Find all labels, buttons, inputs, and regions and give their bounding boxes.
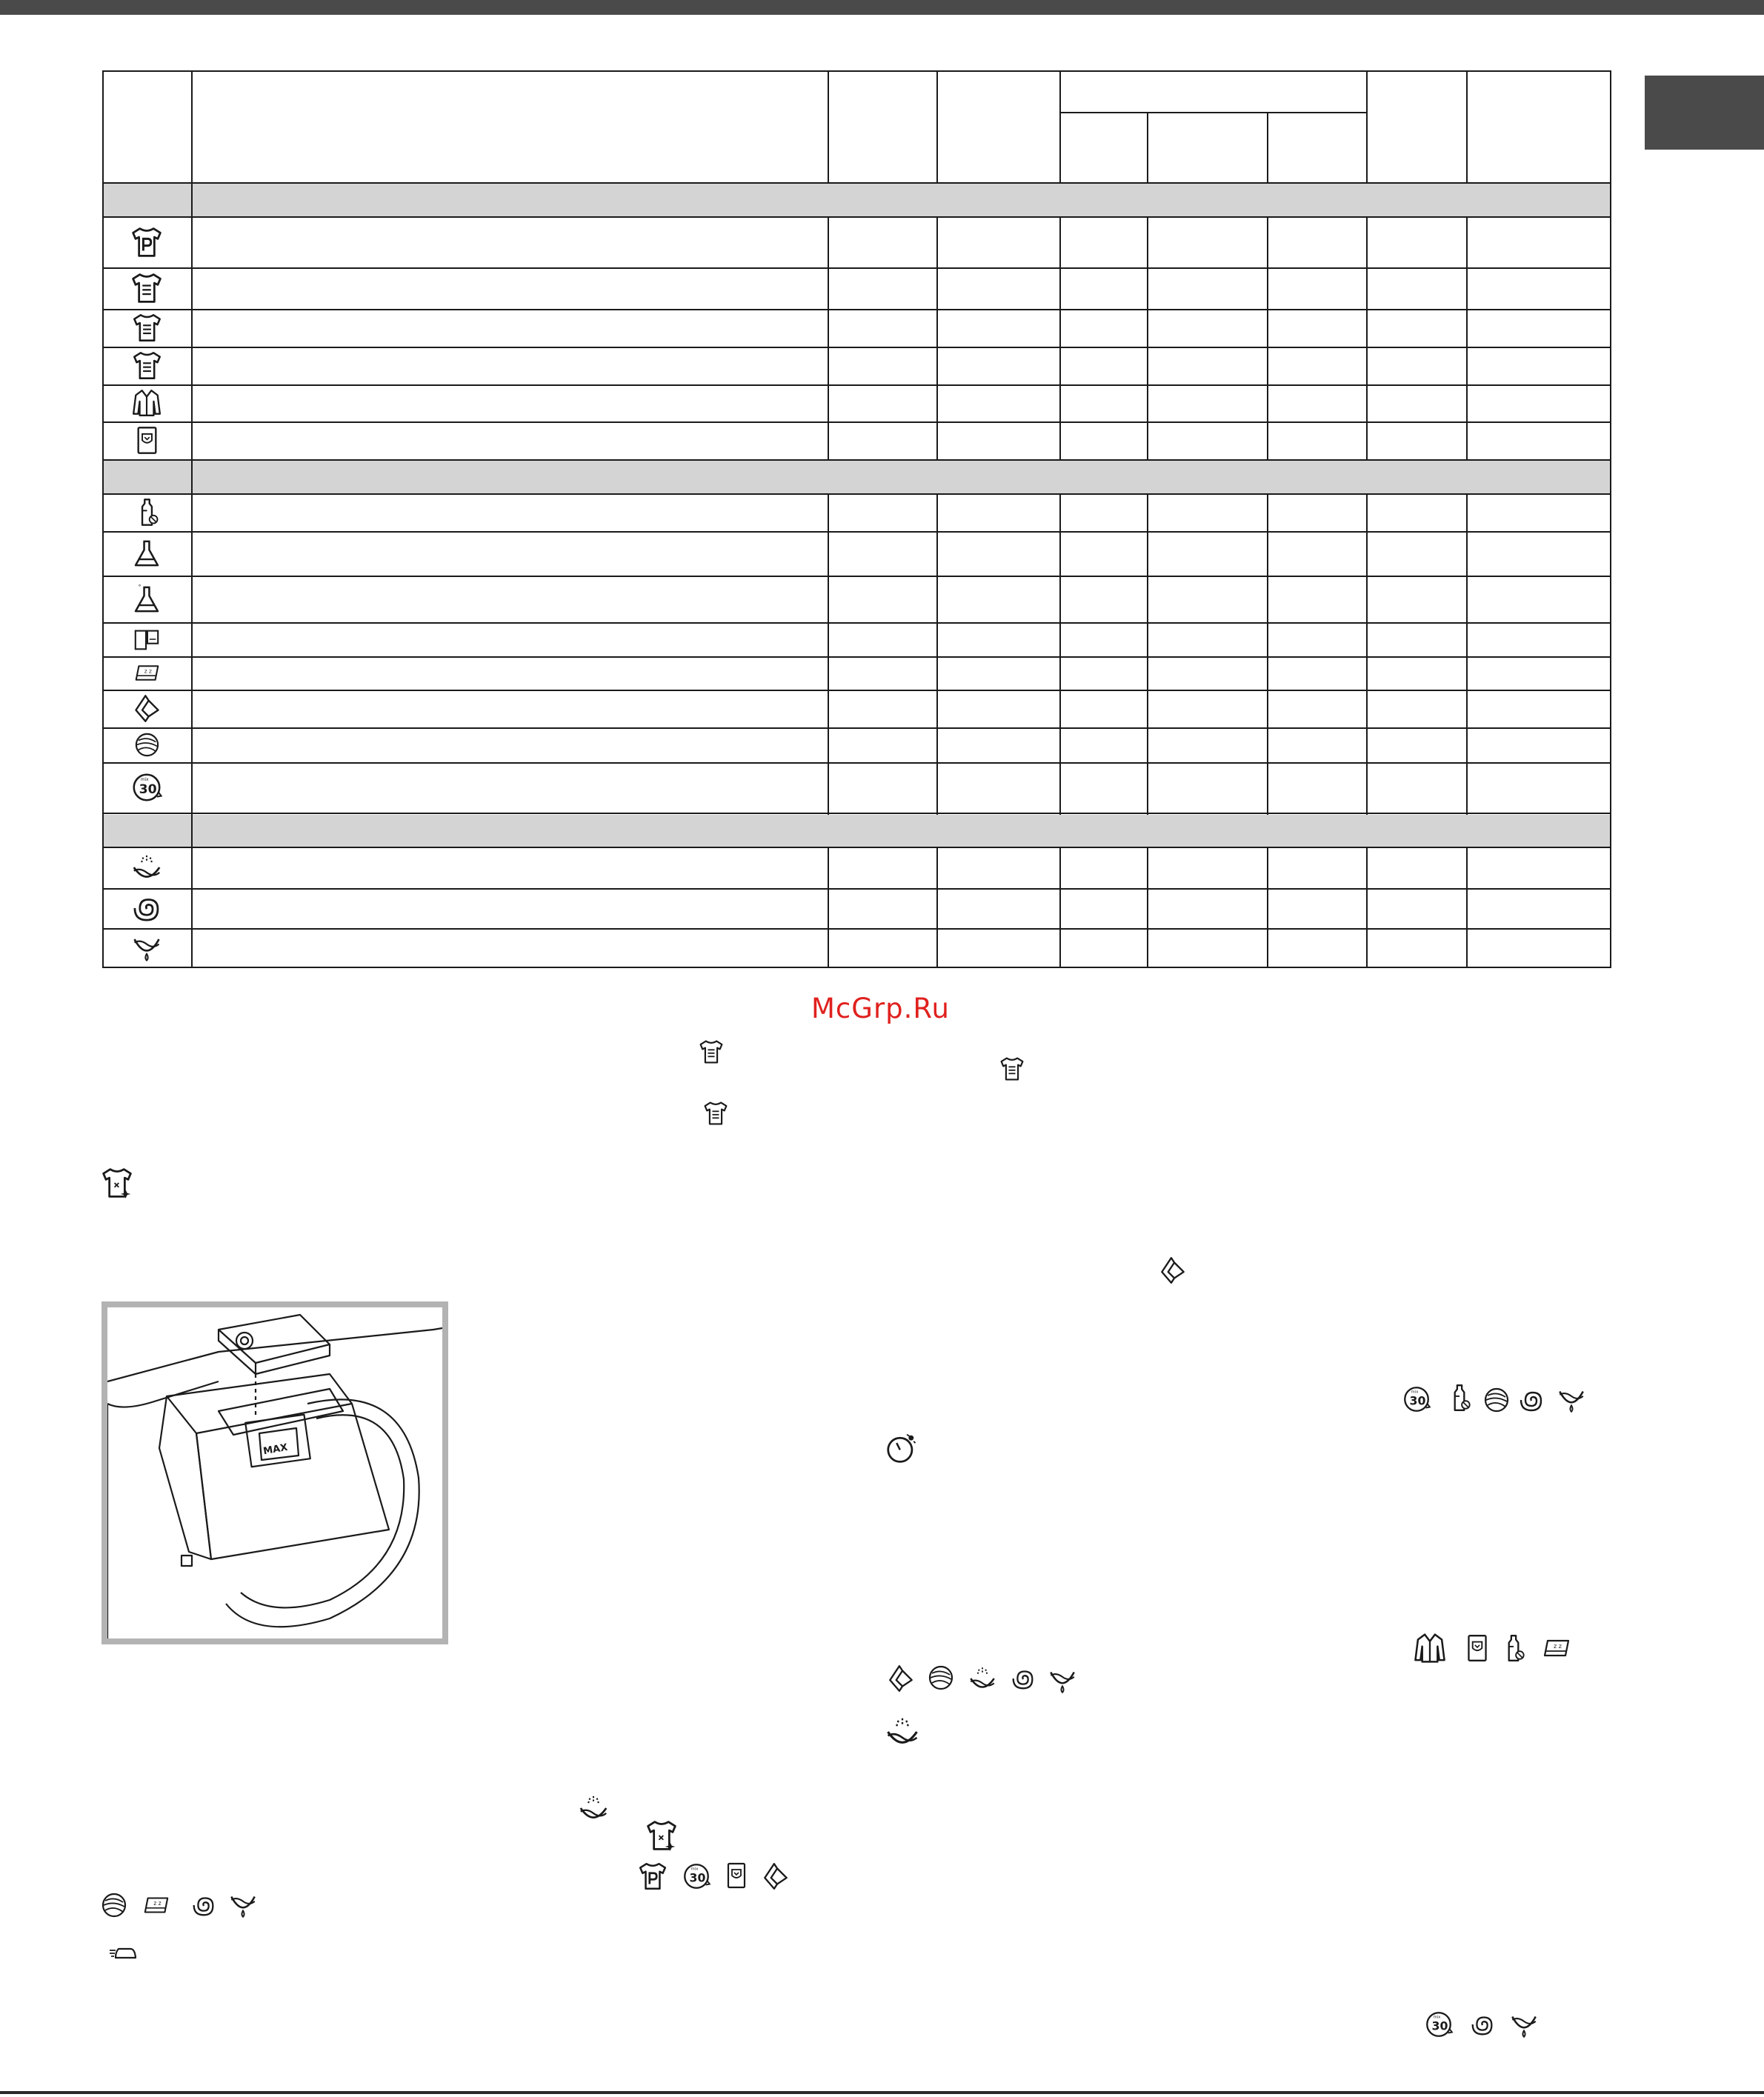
table-line <box>102 727 1611 729</box>
table-vline <box>1147 112 1148 184</box>
drain-icon <box>130 931 163 964</box>
spin-icon <box>190 1891 218 1919</box>
towels-icon <box>133 625 161 653</box>
watermark: McGrp.Ru <box>811 993 950 1024</box>
table-group-band <box>104 461 1610 494</box>
table-vline <box>1059 493 1061 815</box>
shirt-lines-icon <box>999 1056 1025 1082</box>
table-group-band <box>104 815 1610 848</box>
table-line <box>102 576 1611 577</box>
table-vline <box>936 493 938 815</box>
jacket-icon <box>1411 1631 1448 1665</box>
programme-table <box>102 70 1611 968</box>
iron-icon <box>99 1938 147 1968</box>
table-vline <box>1366 216 1368 461</box>
table-line <box>102 531 1611 533</box>
wool-icon <box>133 730 162 759</box>
table-line <box>102 847 1611 848</box>
table-vline <box>1366 70 1368 184</box>
jeans-icon <box>722 1859 751 1892</box>
drain-icon <box>1556 1384 1587 1415</box>
table-line <box>102 656 1611 658</box>
baby-bottle-icon <box>1444 1382 1475 1413</box>
delicates-icon <box>885 1663 916 1694</box>
table-vline <box>828 216 829 461</box>
table-group-band <box>104 184 1610 217</box>
drawer-drawing <box>107 1307 442 1638</box>
table-line <box>102 347 1611 348</box>
spin-icon <box>1009 1664 1037 1693</box>
shirt-p-icon <box>637 1861 668 1892</box>
table-vline <box>828 493 829 815</box>
mix30-icon <box>1423 2009 1454 2040</box>
top-bar <box>0 0 1764 15</box>
table-line <box>1059 112 1366 113</box>
flask-small-icon <box>130 582 164 616</box>
table-vline <box>1059 70 1061 184</box>
rinse-icon <box>130 850 164 884</box>
table-vline <box>1267 112 1268 184</box>
table-vline <box>1059 847 1061 967</box>
table-line <box>102 888 1611 890</box>
wool-icon <box>926 1663 956 1693</box>
table-vline <box>1466 216 1468 461</box>
table-line <box>102 182 1611 184</box>
table-vline <box>1466 493 1468 815</box>
rinse-icon <box>967 1663 998 1694</box>
table-line <box>102 309 1611 310</box>
delicates-icon <box>1157 1255 1188 1286</box>
section-tab <box>1645 76 1764 150</box>
blanket-icon <box>138 1891 175 1919</box>
table-vline <box>1267 847 1268 967</box>
bottom-rule <box>0 2091 1764 2094</box>
wool-icon <box>99 1890 129 1920</box>
shirt-lines-icon <box>702 1100 729 1127</box>
shirt-p-icon <box>130 225 164 259</box>
table-vline <box>828 70 829 184</box>
table-line <box>102 622 1611 624</box>
table-vline <box>1147 847 1148 967</box>
spin-icon <box>1517 1385 1546 1415</box>
spin-icon <box>130 891 164 925</box>
table-vline <box>936 70 938 184</box>
table-vline <box>191 70 193 967</box>
flask-icon <box>130 536 164 570</box>
table-line <box>102 493 1611 495</box>
spin-icon <box>1468 2010 1497 2038</box>
table-vline <box>828 847 829 967</box>
wool-icon <box>1482 1385 1511 1415</box>
max-label: MAX <box>262 1441 289 1458</box>
detergent-drawer-illustration <box>101 1301 448 1644</box>
table-vline <box>1267 493 1268 815</box>
table-vline <box>1147 493 1148 815</box>
table-line <box>102 762 1611 764</box>
table-vline <box>1059 216 1061 461</box>
table-vline <box>1366 847 1368 967</box>
shirt-lines-icon <box>131 312 163 344</box>
table-line <box>102 813 1611 814</box>
stain-shirt-icon <box>100 1166 134 1200</box>
table-line <box>102 928 1611 930</box>
delicates-icon <box>131 693 163 724</box>
jeans-icon <box>131 424 163 456</box>
drain-icon <box>1508 2009 1540 2040</box>
table-vline <box>1366 493 1368 815</box>
mix30-icon <box>1401 1384 1432 1415</box>
table-vline <box>936 847 938 967</box>
table-vline <box>936 216 938 461</box>
mix30-icon <box>681 1861 712 1892</box>
table-vline <box>1267 216 1268 461</box>
rinse-icon <box>576 1791 610 1825</box>
table-line <box>102 384 1611 386</box>
drain-icon <box>1047 1664 1078 1696</box>
table-vline <box>1466 70 1468 184</box>
rinse-icon <box>883 1713 922 1751</box>
shirt-lines-icon <box>698 1039 725 1065</box>
mix30-icon <box>130 770 164 804</box>
shirt-lines-icon <box>131 350 163 381</box>
blanket-icon <box>133 659 161 687</box>
delicates-icon <box>760 1861 791 1892</box>
table-vline <box>1466 847 1468 967</box>
baby-bottle-icon <box>131 496 163 528</box>
table-line <box>102 267 1611 269</box>
blanket-icon <box>1537 1633 1576 1663</box>
stain-shirt-icon <box>645 1818 679 1853</box>
shirt-lines-icon <box>130 271 164 305</box>
table-line <box>102 216 1611 218</box>
drain-icon <box>227 1889 259 1920</box>
table-line <box>102 459 1611 461</box>
baby-bottle-icon <box>1498 1631 1529 1665</box>
table-line <box>102 690 1611 691</box>
timer-icon <box>884 1431 918 1465</box>
jacket-icon <box>131 387 162 419</box>
table-vline <box>1147 216 1148 461</box>
jeans-icon <box>1462 1631 1493 1665</box>
table-line <box>102 421 1611 423</box>
